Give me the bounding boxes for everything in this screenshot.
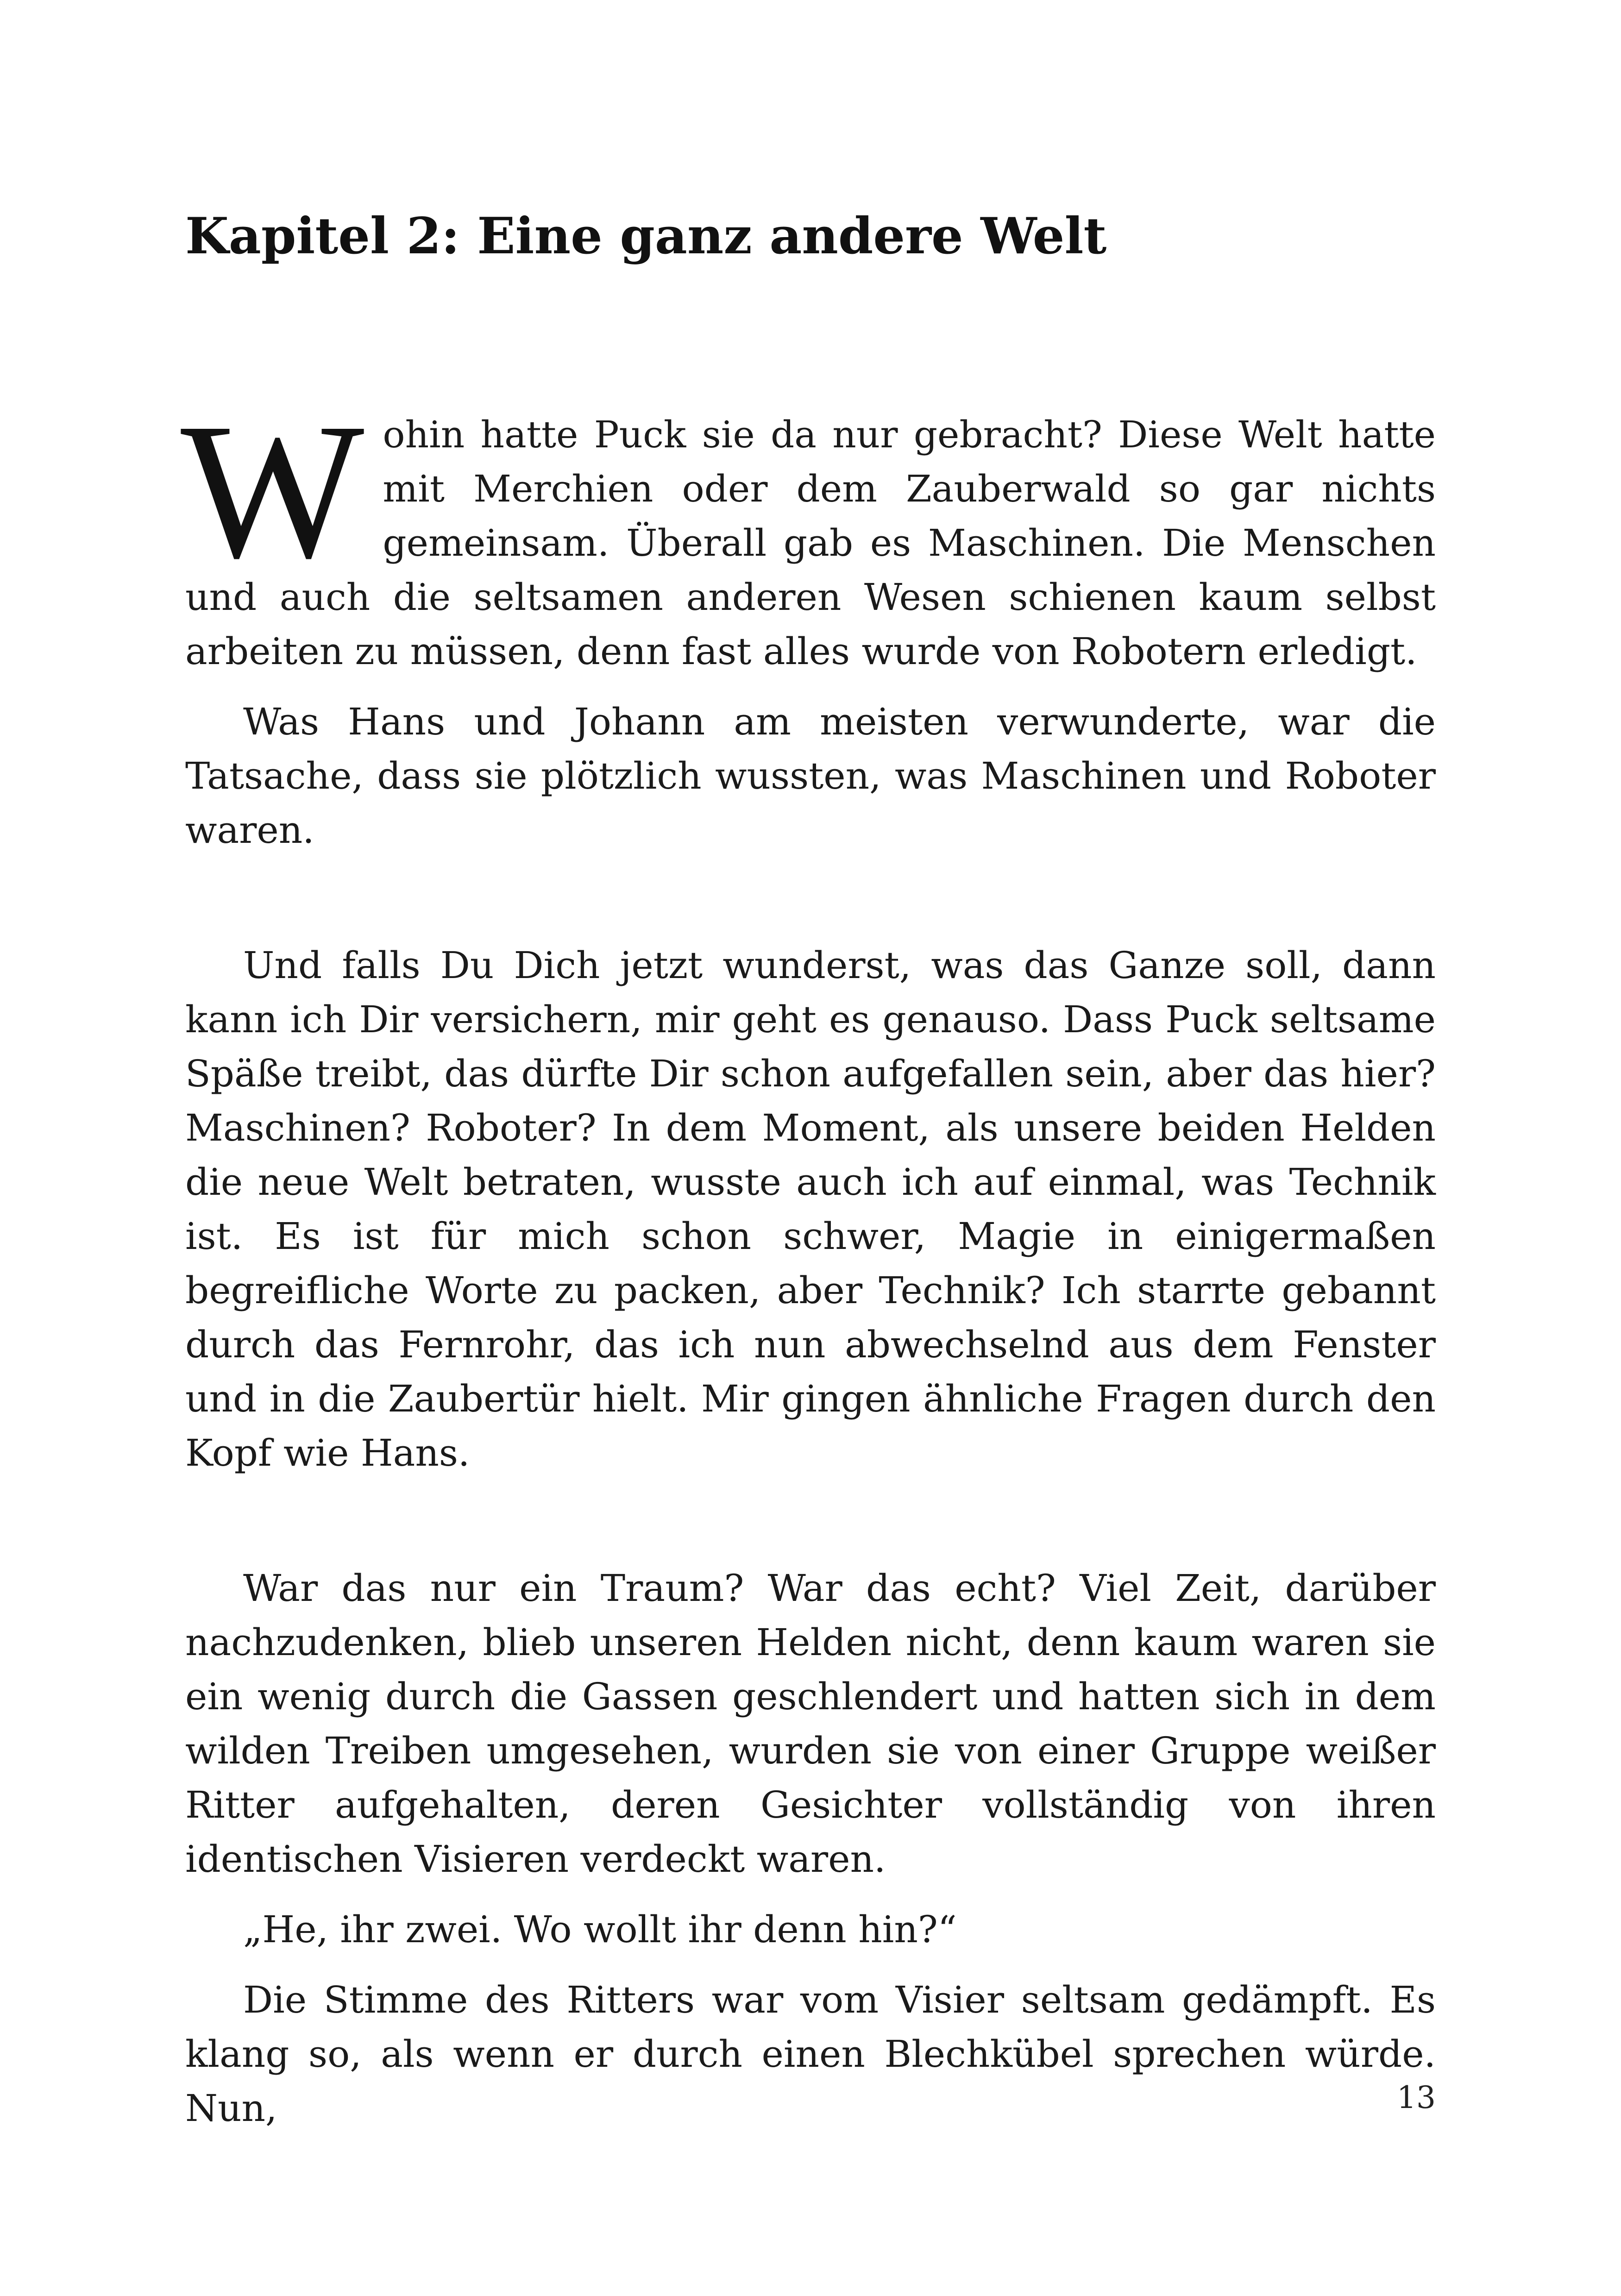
paragraph-2: Was Hans und Johann am meisten verwunderte, war die Tatsache, dass sie plötzlich wussten, was Maschinen und Roboter waren. <box>185 700 1436 852</box>
page-number: 13 <box>1397 2080 1436 2115</box>
body-text <box>181 383 1436 2135</box>
paragraph-3: Und falls Du Dich jetzt wunderst, was das Ganze soll, dann kann ich Dir versichern, mir geht es genauso. Dass Puck seltsame Späße treibt, das dürfte Dir schon aufgefallen sein, aber das hier? Maschinen? Roboter? In dem Moment, als unsere beiden Helden die neue Welt betraten, wusste auch ich auf einmal, was Technik ist. Es ist für mich schon schwer, Magie in einigermaßen begreifliche Worte zu packen, aber Technik? Ich starrte gebannt durch das Fernrohr, das ich nun abwechselnd aus dem Fenster und in die Zaubertür hielt. Mir gingen ähnliche Fragen durch den Kopf wie Hans. <box>185 944 1436 1474</box>
dialogue-line: „He, ihr zwei. Wo wollt ihr denn hin?“ <box>243 1908 957 1951</box>
chapter-title: Kapitel 2: Eine ganz andere Welt <box>185 207 1107 265</box>
paragraph-1 <box>181 383 1436 678</box>
drop-cap: W <box>181 383 364 598</box>
paragraph-4: War das nur ein Traum? War das echt? Viel Zeit, darüber nachzudenken, blieb unseren Helden nicht, denn kaum waren sie ein wenig durch die Gassen geschlendert und hatten sich in dem wilden Treiben umgesehen, wurden sie von einer Gruppe weißer Ritter aufgehalten, deren Gesichter vollständig von ihren identischen Visieren verdeckt waren. <box>185 1567 1436 1881</box>
paragraph-6: Die Stimme des Ritters war vom Visier seltsam gedämpft. Es klang so, als wenn er durch einen Blechkübel sprechen würde. Nun, <box>185 1978 1436 2130</box>
paragraph-1-text: ohin hatte Puck sie da nur gebracht? Diese Welt hatte mit Merchien oder dem Zauberwald so gar nichts gemeinsam. Überall gab es Maschinen. Die Menschen und auch die seltsamen anderen Wesen schienen kaum selbst arbeiten zu müssen, denn fast alles wurde von Robotern erledigt. <box>185 413 1436 673</box>
